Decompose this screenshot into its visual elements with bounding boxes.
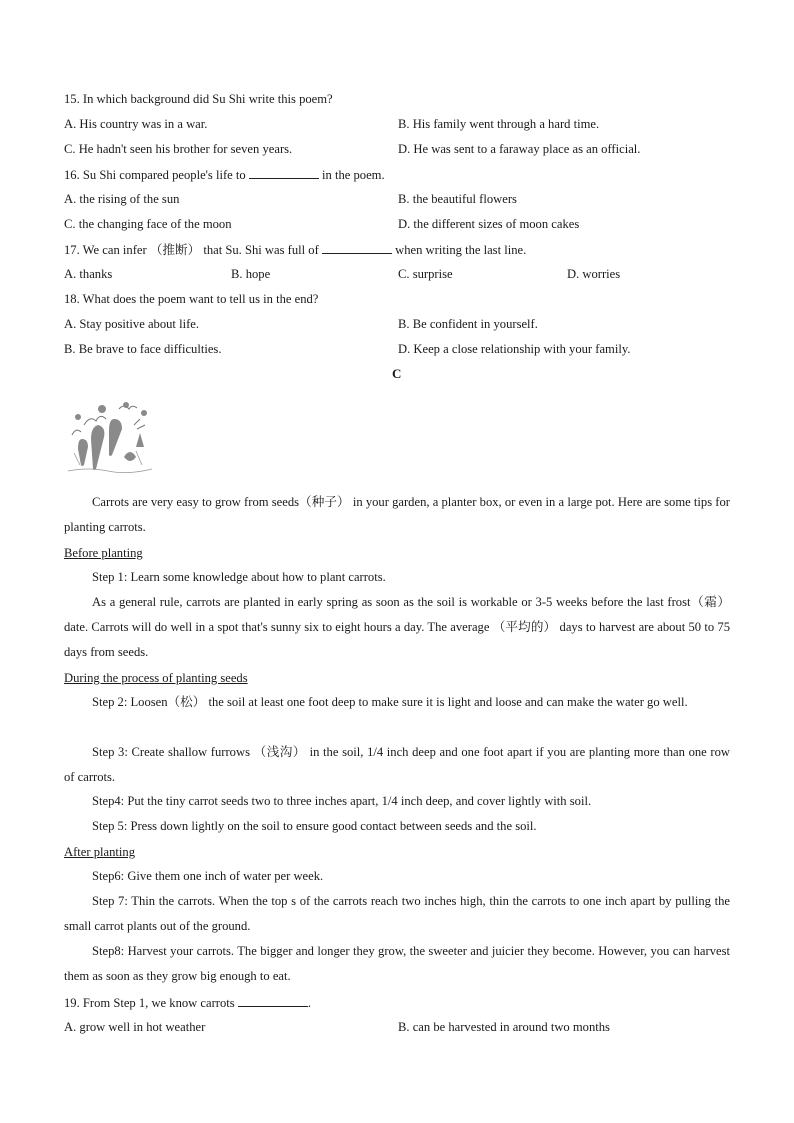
answer-blank [322,241,392,254]
q18-option-c: B. Be brave to face difficulties. [64,342,222,356]
step-8: Step8: Harvest your carrots. The bigger and longer they grow, the sweeter and juicier they become. However, you can harvest them as soon as they grow big enough to eat. [64,944,730,983]
q16-option-a: A. the rising of the sun [64,192,180,206]
step-6: Step6: Give them one inch of water per week. [92,869,324,883]
q16-question-post: in the poem. [322,168,385,182]
q18-question: 18. What does the poem want to tell us in the end? [64,292,319,306]
q15-option-a: A. His country was in a war. [64,117,208,131]
q18-option-b: B. Be confident in yourself. [398,317,538,331]
q16-option-b: B. the beautiful flowers [398,192,517,206]
q19-question [64,994,311,1011]
q19-question-post: . [307,996,312,1010]
q19-option-b: B. can be harvested in around two months [398,1020,610,1034]
before-planting-heading: Before planting [64,546,143,560]
intro-paragraph: Carrots are very easy to grow from seeds（种子） in your garden, a planter box, or even in a large pot. Here are some tips for planting carrots. [64,495,730,534]
q18-option-a: A. Stay positive about life. [64,317,200,331]
q16-question-pre: 16. Su Shi compared people's life to [64,168,246,182]
q16-option-d: D. the different sizes of moon cakes [398,217,580,231]
step-1-detail: As a general rule, carrots are planted in early spring as soon as the soil is workable or 3-5 weeks before the last frost（霜） date. Carrots will do well in a spot that's sunny six to eight hours a day. The average （平均的） days to harvest are about 50 to 75 days from seeds. [64,595,730,659]
answer-blank [238,994,308,1007]
q15-option-d: D. He was sent to a faraway place as an official. [398,142,641,156]
q19-question-pre: 19. From Step 1, we know carrots [64,996,235,1010]
q17-question-pre: 17. We can infer （推断） that Su. Shi was full of [64,243,319,257]
q19-option-a: A. grow well in hot weather [64,1020,206,1034]
q16-question [64,166,385,183]
q17-option-d: D. worries [567,267,621,281]
q17-question [64,241,526,258]
step-4: Step4: Put the tiny carrot seeds two to three inches apart, 1/4 inch deep, and cover lightly with soil. [92,794,592,808]
q16-option-c: C. the changing face of the moon [64,217,232,231]
q17-option-c: C. surprise [398,267,453,281]
q17-option-a: A. thanks [64,267,113,281]
q17-option-b: B. hope [231,267,271,281]
q18-option-d: D. Keep a close relationship with your family. [398,342,631,356]
during-planting-heading: During the process of planting seeds [64,671,248,685]
step-7: Step 7: Thin the carrots. When the top s of the carrots reach two inches high, thin the carrots to one inch apart by pulling the small carrot plants out of the ground. [64,894,730,933]
step-1: Step 1: Learn some knowledge about how to plant carrots. [92,570,386,584]
step-2: Step 2: Loosen（松） the soil at least one foot deep to make sure it is light and loose and can make the water go well. [92,695,688,709]
step-5: Step 5: Press down lightly on the soil to ensure good contact between seeds and the soil. [92,819,537,833]
q17-question-post: when writing the last line. [395,243,527,257]
after-planting-heading: After planting [64,845,135,859]
q15-option-c: C. He hadn't seen his brother for seven years. [64,142,293,156]
q15-option-b: B. His family went through a hard time. [398,117,600,131]
step-3: Step 3: Create shallow furrows （浅沟） in the soil, 1/4 inch deep and one foot apart if you are planting more than one row of carrots. [64,745,730,784]
section-title: C [392,366,402,381]
carrot-sketch-icon [64,395,156,475]
answer-blank [249,166,319,179]
q15-question: 15. In which background did Su Shi write this poem? [64,92,333,106]
